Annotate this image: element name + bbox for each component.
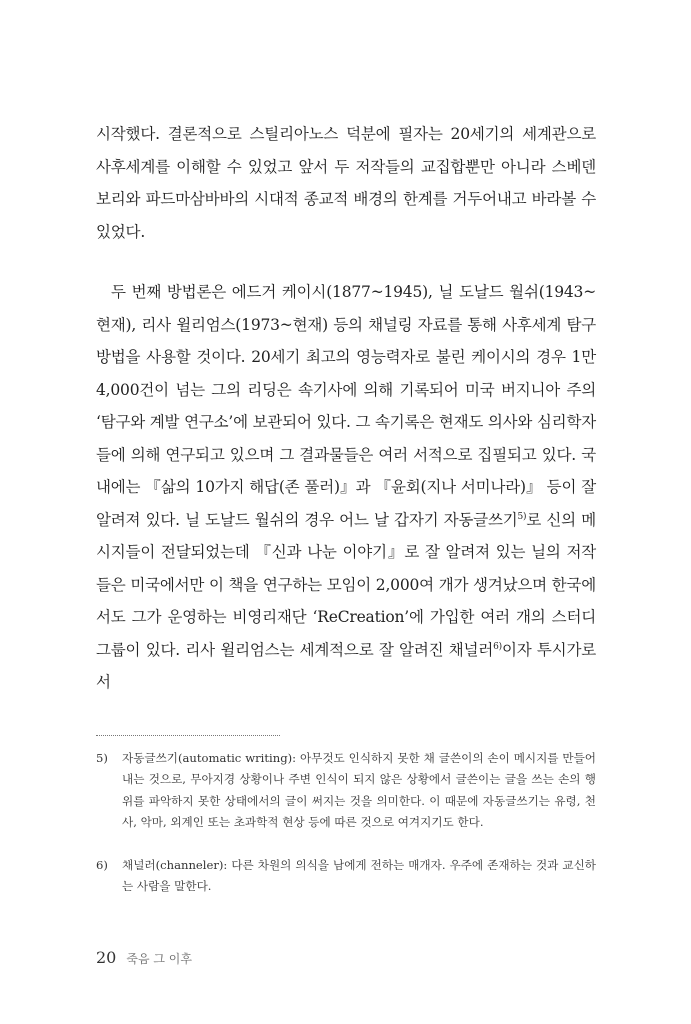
footnote-6 bbox=[96, 855, 596, 898]
footnote-ref-6[interactable]: 6) bbox=[493, 641, 502, 652]
footnote-number: 5) bbox=[96, 751, 108, 765]
running-title: 죽음 그 이후 bbox=[126, 952, 192, 966]
page-number: 20 bbox=[96, 948, 117, 967]
footnote-ref-5[interactable]: 5) bbox=[517, 511, 527, 522]
paragraph-1: 시작했다. 결론적으로 스틸리아노스 덕분에 필자는 20세기의 세계관으로 사후세계를 이해할 수 있었고 앞서 두 저작들의 교집합뿐만 아니라 스베덴보리와 파드마삼바바의 시대적 종교적 배경의 한계를 거두어내고 바라볼 수 있었다. bbox=[96, 125, 596, 241]
page-footer bbox=[96, 948, 192, 967]
footnote-number: 6) bbox=[96, 858, 108, 872]
paragraph-2 bbox=[96, 276, 596, 699]
footnote-text: 자동글쓰기(automatic writing): 아무것도 인식하지 못한 채 글쓴이의 손이 메시지를 만들어 내는 것으로, 무아지경 상황이나 주변 인식이 되지 않은 상황에서 글쓴이는 글을 쓰는 손의 행위를 파악하지 못한 상태에서의 글이 써지는 것을 의미한다. 이 때문에 자동글쓰기는 유령, 천사, 악마, 외계인 또는 초과학적 현상 등에 따른 것으로 여겨지기도 한다. bbox=[122, 751, 596, 830]
footnote-divider bbox=[96, 735, 280, 736]
paragraph-2-part-b: 로 신의 메시지들이 전달되었는데 『신과 나눈 이야기』로 잘 알려져 있는 닐의 저작들은 미국에서만 이 책을 연구하는 모임이 2,000여 개가 생겨났으며 한국에서도 그가 운영하는 비영리재단 ‘ReCreation’에 가입한 여러 개의 스터디 그룹이 있다. 리사 윌리엄스는 세계적으로 잘 알려진 채널러 bbox=[96, 510, 596, 659]
paragraph-2-part-c: 이자 투시가로서 bbox=[96, 640, 596, 691]
footnote-5 bbox=[96, 748, 596, 834]
footnote-text: 채널러(channeler): 다른 차원의 의식을 남에게 전하는 매개자. 우주에 존재하는 것과 교신하는 사람을 말한다. bbox=[122, 858, 596, 894]
paragraph-2-part-a: 두 번째 방법론은 에드거 케이시(1877~1945), 닐 도날드 월쉬(1943~현재), 리사 윌리엄스(1973~현재) 등의 채널링 자료를 통해 사후세계 탐구방법을 사용할 것이다. 20세기 최고의 영능력자로 불린 케이시의 경우 1만 4,000건이 넘는 그의 리딩은 속기사에 의해 기록되어 미국 버지니아 주의 ‘탐구와 계발 연구소’에 보관되어 있다. 그 속기록은 현재도 의사와 심리학자들에 의해 연구되고 있으며 그 결과물들은 여러 서적으로 집필되고 있다. 국내에는 『삶의 10가지 해답(존 풀러)』과 『윤회(지나 서미나라)』 등이 잘 알려져 있다. 닐 도날드 월쉬의 경우 어느 날 갑자기 자동글쓰기 bbox=[96, 283, 596, 529]
